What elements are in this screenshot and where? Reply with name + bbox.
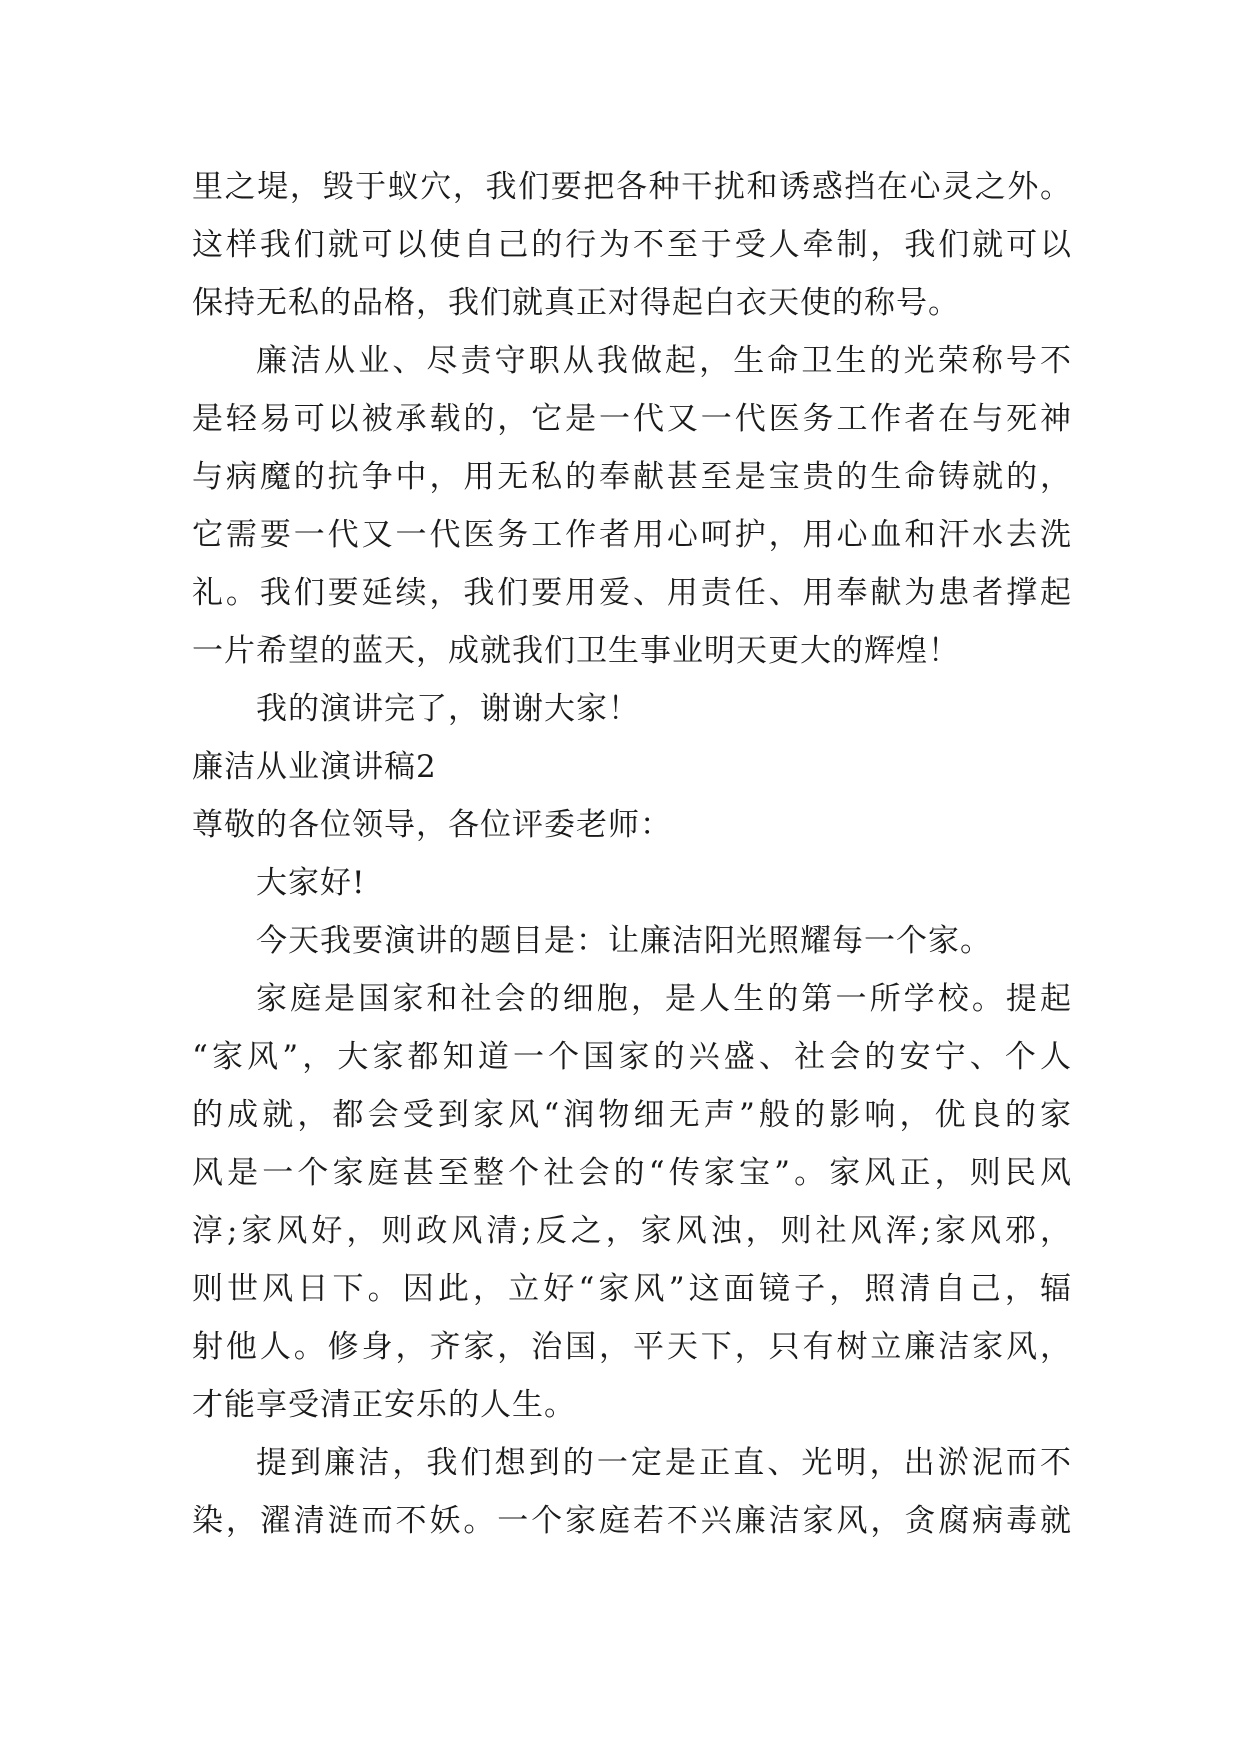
text-line: “家风”，大家都知道一个国家的兴盛、社会的安宁、个人 [192, 1039, 1072, 1075]
greeting: 大家好! [256, 865, 366, 901]
text-line: 礼。我们要延续，我们要用爱、用责任、用奉献为患者撑起 [192, 575, 1072, 611]
salutation: 尊敬的各位领导，各位评委老师： [192, 807, 672, 843]
closing-line: 我的演讲完了，谢谢大家！ [256, 691, 640, 727]
text-line: 里之堤，毁于蚁穴，我们要把各种干扰和诱惑挡在心灵之外。 [192, 169, 1072, 205]
text-line: 它需要一代又一代医务工作者用心呵护，用心血和汗水去洗 [192, 517, 1072, 553]
text-line: 是轻易可以被承载的，它是一代又一代医务工作者在与死神 [192, 401, 1072, 437]
text-line: 才能享受清正安乐的人生。 [192, 1387, 576, 1423]
text-line: 一片希望的蓝天，成就我们卫生事业明天更大的辉煌！ [192, 633, 960, 669]
text-line: 射他人。修身，齐家，治国，平天下，只有树立廉洁家风， [192, 1329, 1072, 1365]
text-line: 与病魔的抗争中，用无私的奉献甚至是宝贵的生命铸就的， [192, 459, 1072, 495]
text-line: 淳;家风好，则政风清;反之，家风浊，则社风浑;家风邪， [192, 1213, 1072, 1249]
text-line: 这样我们就可以使自己的行为不至于受人牵制，我们就可以 [192, 227, 1072, 263]
text-line: 的成就，都会受到家风“润物细无声”般的影响，优良的家 [192, 1097, 1072, 1133]
text-line: 则世风日下。因此，立好“家风”这面镜子，照清自己，辐 [192, 1271, 1072, 1307]
paragraph-first-line: 家庭是国家和社会的细胞，是人生的第一所学校。提起 [256, 981, 1072, 1017]
text-line: 风是一个家庭甚至整个社会的“传家宝”。家风正，则民风 [192, 1155, 1072, 1191]
topic-line: 今天我要演讲的题目是：让廉洁阳光照耀每一个家。 [256, 923, 992, 959]
paragraph-first-line: 提到廉洁，我们想到的一定是正直、光明，出淤泥而不 [256, 1445, 1072, 1481]
document-body [192, 158, 1072, 1550]
paragraph-first-line: 廉洁从业、尽责守职从我做起，生命卫生的光荣称号不 [256, 343, 1072, 379]
section-title: 廉洁从业演讲稿2 [192, 749, 437, 785]
text-line: 染，濯清涟而不妖。一个家庭若不兴廉洁家风，贪腐病毒就 [192, 1503, 1072, 1539]
text-line: 保持无私的品格，我们就真正对得起白衣天使的称号。 [192, 285, 960, 321]
